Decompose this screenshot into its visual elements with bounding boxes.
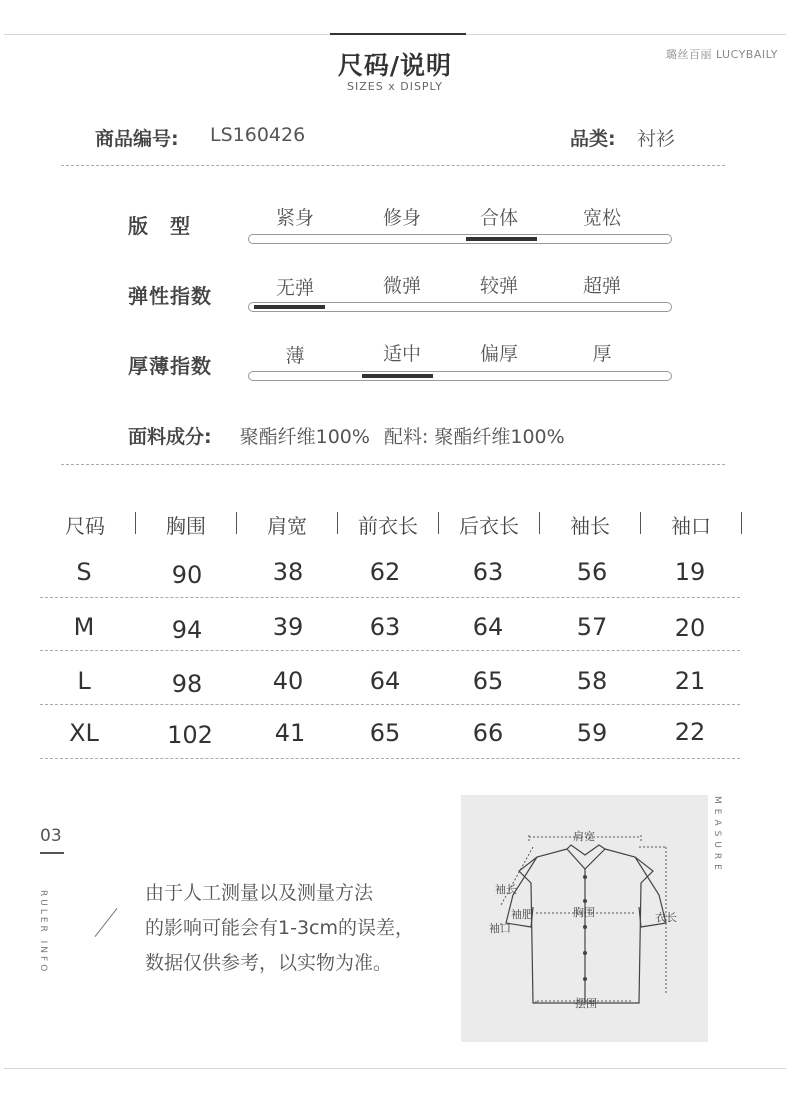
- table-header-back-length: 后衣长: [459, 514, 519, 538]
- thickness-option: 厚: [592, 343, 612, 365]
- table-cell: 63: [369, 613, 401, 641]
- header-separator: [135, 512, 136, 534]
- row-divider: [40, 650, 740, 651]
- measurement-note: [145, 876, 414, 981]
- page-title: 尺码/说明: [337, 51, 453, 80]
- table-cell: 40: [272, 667, 304, 695]
- table-cell: 65: [369, 719, 401, 747]
- table-cell: 94: [171, 616, 203, 644]
- header-separator: [539, 512, 540, 534]
- table-cell: 64: [369, 667, 401, 695]
- table-cell: 98: [171, 670, 203, 698]
- note-line: 的影响可能会有1-3cm的误差，: [145, 917, 414, 939]
- ruler-info-vertical-label: RULER INFO: [38, 890, 48, 975]
- cuff-label: 袖口: [489, 922, 511, 935]
- table-cell-size: M: [73, 613, 95, 641]
- table-cell: 38: [272, 558, 304, 586]
- elasticity-option: 无弹: [275, 277, 314, 299]
- material-value: 聚酯纤维100%: [239, 426, 370, 448]
- elasticity-row-label: 弹性指数: [128, 284, 212, 308]
- table-cell: 58: [576, 667, 608, 695]
- table-cell: 64: [472, 613, 504, 641]
- shoulder-label: 肩宽: [573, 830, 595, 843]
- fit-scale-bar: [248, 234, 672, 244]
- table-header-shoulder: 肩宽: [267, 514, 307, 538]
- accessory-value: 配料: 聚酯纤维100%: [383, 426, 565, 448]
- row-divider: [40, 704, 740, 705]
- thickness-selected-marker: [362, 374, 433, 378]
- slash-decoration: [95, 908, 118, 937]
- elasticity-option: 较弹: [479, 275, 518, 297]
- hem-label: 摆围: [575, 997, 597, 1010]
- chest-label: 胸围: [573, 906, 595, 919]
- note-line: 由于人工测量以及测量方法: [145, 882, 374, 904]
- length-label: 衣长: [655, 911, 677, 924]
- header-separator: [741, 512, 742, 534]
- table-cell-size: S: [76, 558, 92, 586]
- table-cell-size: XL: [69, 719, 99, 747]
- table-header-front-length: 前衣长: [358, 514, 418, 538]
- thickness-option: 薄: [285, 345, 305, 367]
- section-number-underline: [40, 852, 64, 854]
- row-divider: [40, 758, 740, 759]
- measure-vertical-label: MEASURE: [712, 796, 722, 875]
- armhole-label: 袖肥: [511, 908, 533, 921]
- table-cell: 19: [674, 558, 706, 586]
- thickness-option: 偏厚: [479, 343, 518, 365]
- thickness-option: 适中: [382, 343, 421, 365]
- dashed-divider: [61, 464, 725, 465]
- table-cell: 22: [674, 718, 706, 746]
- product-code-value: LS160426: [210, 124, 306, 146]
- table-header-chest: 胸围: [166, 514, 206, 538]
- fit-selected-marker: [466, 237, 537, 241]
- table-cell: 21: [674, 667, 706, 695]
- table-cell: 63: [472, 558, 504, 586]
- sleeve-length-label: 袖长: [495, 883, 517, 896]
- table-cell: 39: [272, 613, 304, 641]
- table-cell: 102: [167, 721, 213, 749]
- title-accent-bar: [330, 33, 466, 35]
- section-number: 03: [40, 826, 62, 846]
- measurement-diagram: [461, 795, 708, 1042]
- note-line: 数据仅供参考，以实物为准。: [145, 952, 393, 974]
- table-cell: 65: [472, 667, 504, 695]
- table-cell: 66: [472, 719, 504, 747]
- fit-option: 宽松: [582, 207, 621, 229]
- table-header-size: 尺码: [65, 514, 105, 538]
- thickness-scale-bar: [248, 371, 672, 381]
- elasticity-option: 微弹: [382, 275, 421, 297]
- fit-option: 合体: [479, 207, 518, 229]
- row-divider: [40, 597, 740, 598]
- table-cell: 41: [274, 719, 306, 747]
- bottom-divider: [4, 1068, 786, 1069]
- elasticity-selected-marker: [254, 305, 325, 309]
- table-header-cuff: 袖口: [671, 514, 711, 538]
- table-cell: 90: [171, 561, 203, 589]
- category-value: 衬衫: [637, 128, 676, 150]
- table-cell: 20: [674, 614, 706, 642]
- material-label: 面料成分:: [128, 426, 212, 448]
- header-separator: [438, 512, 439, 534]
- fit-row-label: 版 型: [128, 214, 191, 238]
- table-cell: 57: [576, 613, 608, 641]
- table-cell-size: L: [77, 667, 91, 695]
- category-label: 品类:: [570, 128, 616, 150]
- product-code-label: 商品编号:: [95, 128, 179, 150]
- header-separator: [236, 512, 237, 534]
- header-separator: [337, 512, 338, 534]
- dashed-divider: [61, 165, 725, 166]
- fit-option: 紧身: [275, 207, 314, 229]
- brand-label: 璐丝百丽 LUCYBAILY: [665, 48, 778, 61]
- table-cell: 62: [369, 558, 401, 586]
- page-subtitle: SIZES x DISPLY: [347, 80, 443, 93]
- table-header-sleeve: 袖长: [570, 514, 610, 538]
- material-line: [128, 422, 565, 449]
- table-cell: 56: [576, 558, 608, 586]
- table-cell: 59: [576, 719, 608, 747]
- header-separator: [640, 512, 641, 534]
- elasticity-option: 超弹: [582, 275, 621, 297]
- fit-option: 修身: [382, 207, 421, 229]
- thickness-row-label: 厚薄指数: [128, 354, 212, 378]
